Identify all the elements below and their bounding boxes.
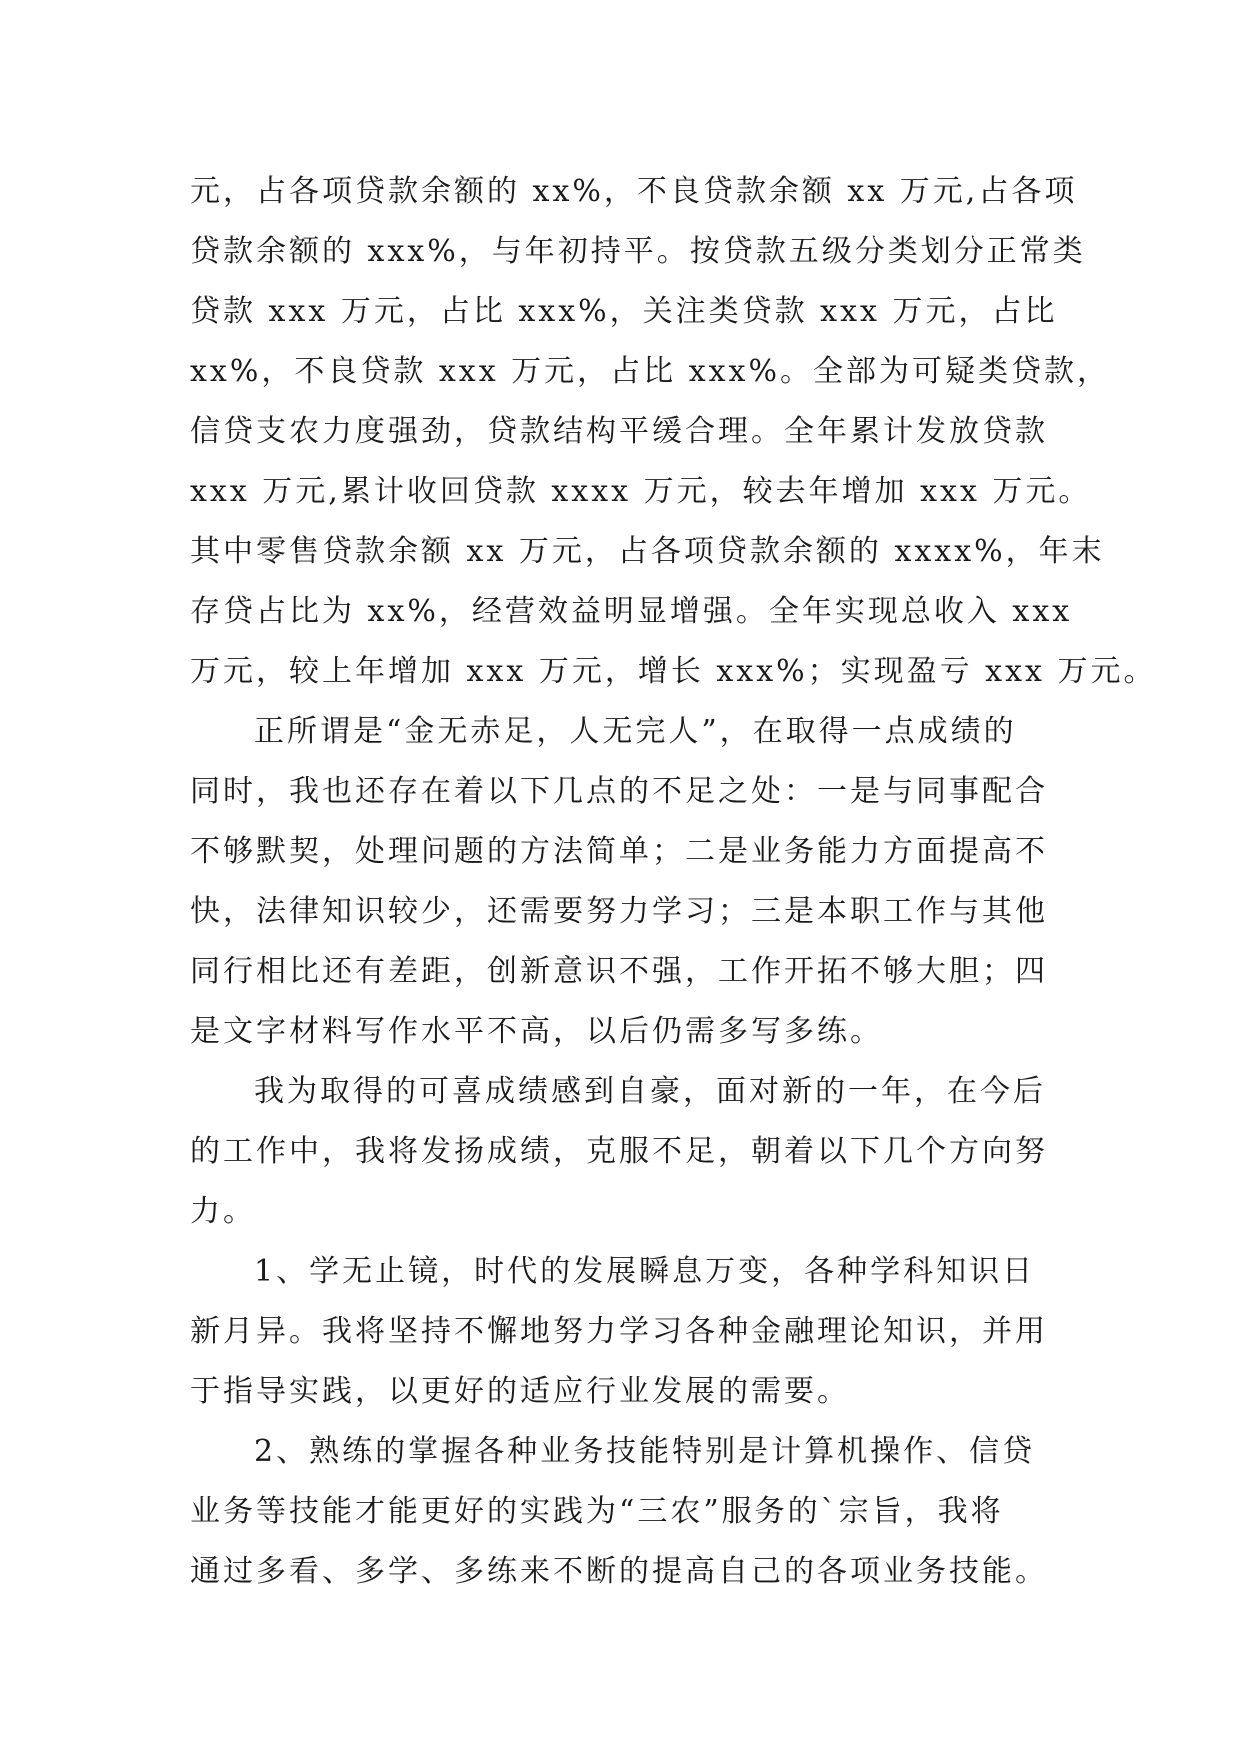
text-line: 存贷占比为 xx%，经营效益明显增强。全年实现总收入 xxx: [190, 594, 1073, 629]
text-line: 的工作中，我将发扬成绩，克服不足，朝着以下几个方向努: [190, 1134, 1048, 1169]
document-body: [190, 162, 1157, 1602]
list-item-first-line: 1、学无止镜，时代的发展瞬息万变，各种学科知识日: [254, 1254, 1036, 1289]
text-line: 于指导实践，以更好的适应行业发展的需要。: [190, 1374, 850, 1409]
text-line: 不够默契，处理问题的方法简单；二是业务能力方面提高不: [190, 834, 1048, 869]
text-line: 贷款 xxx 万元，占比 xxx%，关注类贷款 xxx 万元，占比: [190, 294, 1058, 329]
text-line: 同时，我也还存在着以下几点的不足之处：一是与同事配合: [190, 774, 1048, 809]
text-line: 信贷支农力度强劲，贷款结构平缓合理。全年累计发放贷款: [190, 414, 1048, 449]
text-line: 力。: [190, 1194, 256, 1229]
text-line: 其中零售贷款余额 xx 万元，占各项贷款余额的 xxxx%，年末: [190, 534, 1105, 569]
text-line: 同行相比还有差距，创新意识不强，工作开拓不够大胆；四: [190, 954, 1048, 989]
text-line: xxx 万元,累计收回贷款 xxxx 万元，较去年增加 xxx 万元。: [190, 474, 1092, 509]
text-line: 通过多看、多学、多练来不断的提高自己的各项业务技能。: [190, 1554, 1048, 1589]
text-line: 元，占各项贷款余额的 xx%，不良贷款余额 xx 万元,占各项: [190, 174, 1078, 209]
text-line: xx%，不良贷款 xxx 万元，占比 xxx%。全部为可疑类贷款，: [190, 354, 1110, 389]
paragraph-first-line: 我为取得的可喜成绩感到自豪，面对新的一年，在今后: [254, 1074, 1046, 1109]
paragraph-first-line: 正所谓是“金无赤足，人无完人”，在取得一点成绩的: [254, 714, 1017, 749]
text-line: 业务等技能才能更好的实践为“三农”服务的`宗旨，我将: [190, 1494, 1004, 1529]
list-item-first-line: 2、熟练的掌握各种业务技能特别是计算机操作、信贷: [254, 1434, 1036, 1469]
text-line: 万元，较上年增加 xxx 万元，增长 xxx%；实现盈亏 xxx 万元。: [190, 654, 1157, 689]
text-line: 是文字材料写作水平不高，以后仍需多写多练。: [190, 1014, 883, 1049]
text-line: 贷款余额的 xxx%，与年初持平。按贷款五级分类划分正常类: [190, 234, 1086, 269]
text-line: 快，法律知识较少，还需要努力学习；三是本职工作与其他: [190, 894, 1048, 929]
text-line: 新月异。我将坚持不懈地努力学习各种金融理论知识，并用: [190, 1314, 1048, 1349]
